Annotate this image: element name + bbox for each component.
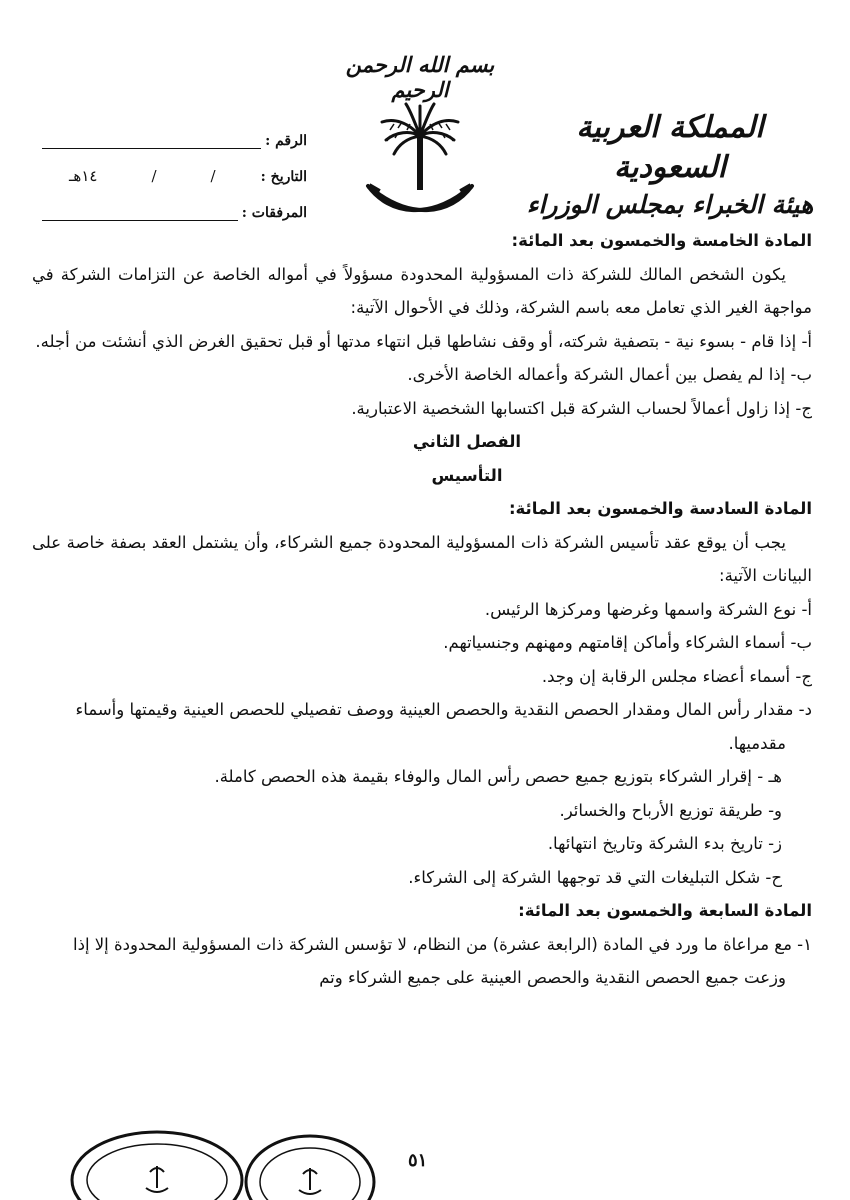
article-155-heading: المادة الخامسة والخمسون بعد المائة: bbox=[511, 231, 812, 250]
article-156-item: ج- أسماء أعضاء مجلس الرقابة إن وجد. bbox=[541, 666, 812, 686]
article-155-item: ب- إذا لم يفصل بين أعمال الشركة وأعماله الخاصة الأخرى. bbox=[407, 365, 812, 384]
reference-fields bbox=[42, 113, 307, 221]
chapter-title: الفصل الثاني bbox=[412, 432, 522, 451]
date-label: التاريخ : bbox=[260, 169, 307, 185]
authority-name: هيئة الخبراء بمجلس الوزراء bbox=[526, 190, 814, 219]
attachments-label: المرفقات : bbox=[241, 205, 307, 221]
article-156-item: أ- نوع الشركة واسمها وغرضها ومركزها الرئيس. bbox=[484, 599, 812, 619]
article-156-item: و- طريقة توزيع الأرباح والخسائر. bbox=[559, 800, 782, 820]
number-field bbox=[42, 113, 307, 149]
article-156-item: د- مقدار رأس المال ومقدار الحصص النقدية والحصص العينية ووصف تفصيلي للحصص العينية وقيمتها وأسماء مقدميها. bbox=[75, 700, 812, 753]
basmala: بسم الله الرحمن الرحيم bbox=[345, 52, 495, 102]
date-year-suffix: ١٤هـ bbox=[69, 167, 98, 185]
number-label: الرقم : bbox=[265, 133, 307, 149]
date-value bbox=[42, 167, 257, 185]
article-157-heading: المادة السابعة والخمسون بعد المائة: bbox=[518, 901, 812, 920]
official-seal-icon bbox=[72, 1132, 242, 1200]
article-155-intro: يكون الشخص المالك للشركة ذات المسؤولية المحدودة مسؤولاً في أمواله الخاصة عن التزامات الشركة في مواجهة الغير الذي تعامل معه باسم الشركة، وذلك في الأحوال الآتية: bbox=[32, 264, 812, 317]
article-156-item: ز- تاريخ بدء الشركة وتاريخ انتهائها. bbox=[547, 834, 782, 853]
saudi-emblem-palm-swords-icon bbox=[360, 100, 480, 228]
page-number: ٥١ bbox=[408, 1150, 428, 1171]
kingdom-name: المملكة العربية السعودية bbox=[576, 110, 764, 185]
article-156-intro: يجب أن يوقع عقد تأسيس الشركة ذات المسؤولية المحدودة جميع الشركاء، وأن يشتمل العقد بصفة خاصة على البيانات الآتية: bbox=[32, 532, 812, 585]
official-seals bbox=[62, 1118, 382, 1200]
article-157-item: ١- مع مراعاة ما ورد في المادة (الرابعة عشرة) من النظام، لا تؤسس الشركة ذات المسؤولية المحدودة إلا إذا وزعت جميع الحصص النقدية والحصص العينية على جميع الشركاء وتم bbox=[73, 934, 812, 987]
chapter-subtitle: التأسيس bbox=[431, 465, 503, 485]
attachments-blank-line bbox=[42, 206, 238, 221]
date-slash: / bbox=[210, 167, 216, 185]
attachments-field bbox=[42, 185, 307, 221]
document-body bbox=[32, 224, 812, 995]
article-156-item: ح- شكل التبليغات التي قد توجهها الشركة إلى الشركاء. bbox=[408, 867, 782, 887]
number-blank-line bbox=[42, 134, 261, 149]
article-155-item: أ- إذا قام - بسوء نية - بتصفية شركته، أو وقف نشاطها قبل انتهاء مدتها أو قبل تحقيق الغرض الذي أنشئت من أجله. bbox=[35, 331, 812, 351]
official-seal-icon bbox=[246, 1136, 374, 1200]
date-field bbox=[42, 149, 307, 185]
article-155-item: ج- إذا زاول أعمالاً لحساب الشركة قبل اكتسابها الشخصية الاعتبارية. bbox=[351, 398, 812, 418]
article-156-item: هـ - إقرار الشركاء بتوزيع جميع حصص رأس المال والوفاء بقيمة هذه الحصص كاملة. bbox=[214, 767, 782, 786]
article-156-heading: المادة السادسة والخمسون بعد المائة: bbox=[508, 499, 812, 518]
kingdom-title-block bbox=[520, 108, 820, 222]
date-slash: / bbox=[151, 167, 157, 185]
article-156-item: ب- أسماء الشركاء وأماكن إقامتهم ومهنهم وجنسياتهم. bbox=[443, 633, 812, 652]
